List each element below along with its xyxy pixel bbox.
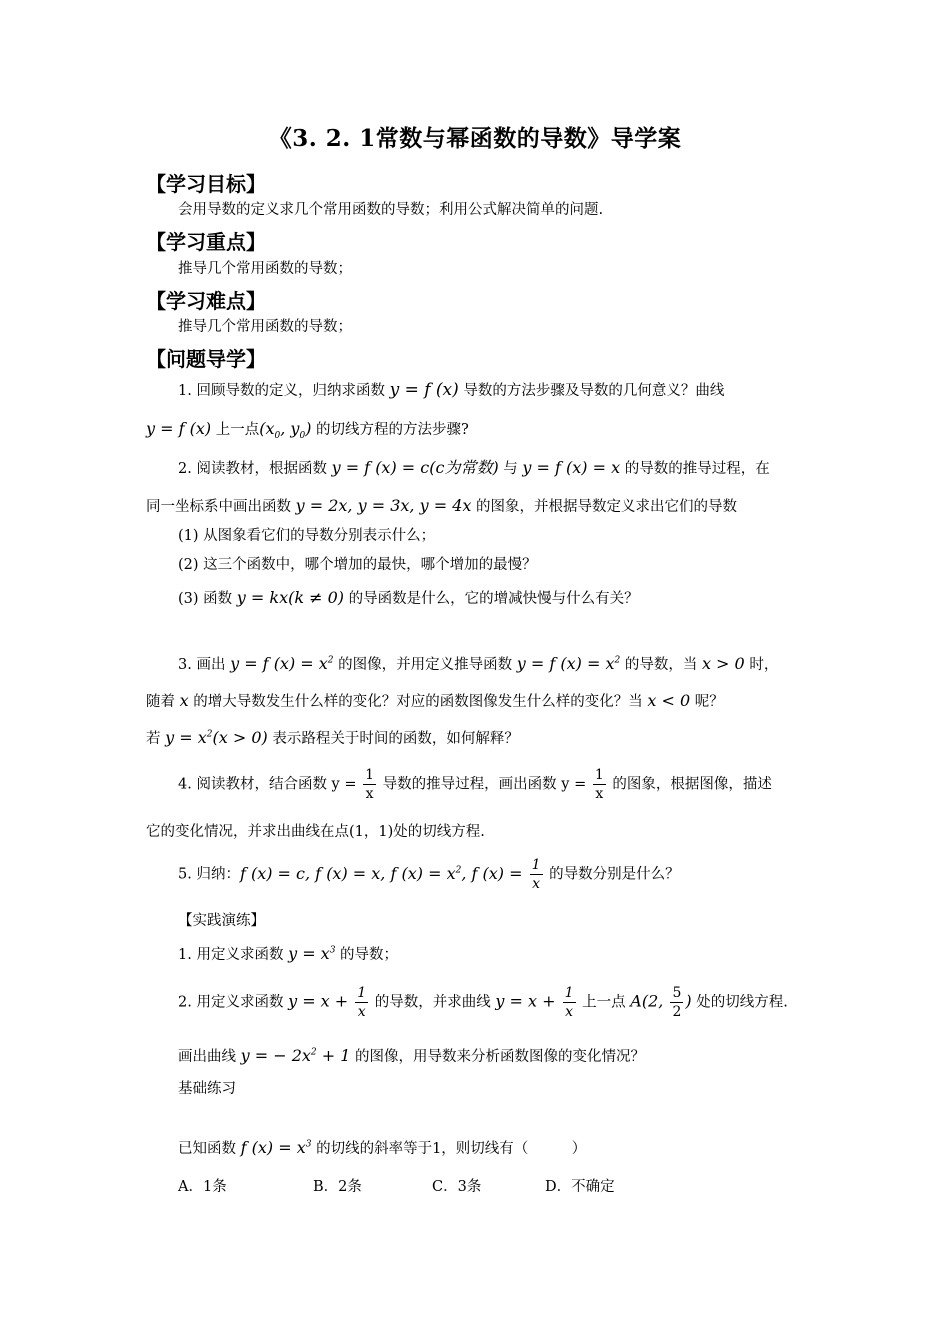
basic-practice-label: 基础练习: [178, 1081, 236, 1097]
q3-line2: 随着 x 的增大导数发生什么样的变化？对应的函数图像发生什么样的变化？当 x < 0 呢？: [146, 691, 724, 710]
practice-heading: 【实践演练】: [178, 913, 265, 929]
page-title: 《3. 2. 1常数与幂函数的导数》导学案: [268, 125, 682, 152]
fraction: $\frac{1}{x}$: [594, 767, 604, 802]
key-text: 推导几个常用函数的导数；: [178, 261, 352, 277]
practice-item-2: 2. 用定义求函数 y = x + $\frac{1}{x}$ 的导数，并求曲线 y = x + $\frac{1}{x}$ 上一点 A(2, $\frac{5}{2}$ ) 处的切线方程.: [178, 985, 788, 1020]
fraction: $\frac{1}{x}$: [357, 985, 367, 1020]
option-c: C．3条: [432, 1179, 482, 1195]
q1-line1: 1. 回顾导数的定义，归纳求函数 y = f (x) 导数的方法步骤及导数的几何意义？曲线: [178, 380, 725, 400]
goal-text: 会用导数的定义求几个常用函数的导数；利用公式解决简单的问题.: [178, 202, 604, 218]
fraction: $\frac{1}{x}$: [531, 857, 541, 892]
fraction: $\frac{1}{x}$: [564, 985, 574, 1020]
q5-line: 5. 归纳：f (x) = c, f (x) = x, f $(x) = x^2$, f (x) = $\frac{1}{x}$ 的导数分别是什么？: [178, 857, 680, 892]
option-b: B．2条: [313, 1179, 362, 1195]
q2-sub2: (2) 这三个函数中，哪个增加的最快，哪个增加的最慢？: [178, 557, 537, 573]
q4-line2: 它的变化情况，并求出曲线在点(1，1)处的切线方程.: [146, 824, 485, 840]
q2-line1: 2. 阅读教材，根据函数 y = f (x) = c(c为常数) 与 y = f (x) = x 的导数的推导过程，在: [178, 458, 770, 477]
difficult-heading: 【学习难点】: [146, 289, 266, 313]
option-a: A．1条: [178, 1179, 227, 1195]
difficult-text: 推导几个常用函数的导数；: [178, 319, 352, 335]
q2-line2: 同一坐标系中画出函数 y = 2x, y = 3x, y = 4x 的图象，并根据导数定义求出它们的导数: [146, 496, 738, 515]
q1-line2: y = f (x) 上一点($x_0$, $y_0$) 的切线方程的方法步骤?: [146, 419, 469, 442]
fraction: $\frac{5}{2}$: [672, 985, 682, 1020]
q4-line1: 4. 阅读教材，结合函数 y = $\frac{1}{x}$ 导数的推导过程，画出函数 y = $\frac{1}{x}$ 的图象，根据图像，描述: [178, 767, 772, 802]
goal-heading: 【学习目标】: [146, 172, 266, 196]
fraction: $\frac{1}{x}$: [365, 767, 375, 802]
mc-question: 已知函数 f $(x) = x^3$ 的切线的斜率等于1，则切线有（ ）: [178, 1138, 587, 1157]
q2-sub3: (3) 函数 y = kx(k ≠ 0) 的导函数是什么，它的增减快慢与什么有关？: [178, 588, 639, 607]
practice-item-3: 画出曲线 y = − $2x^2 + 1$ 的图像，用导数来分析函数图像的变化情况？: [178, 1046, 646, 1065]
q3-line1: 3. 画出 y = f $(x) = x^2$ 的图像，并用定义推导函数 y = f $(x) = x^2$ 的导数，当 x > 0 时，: [178, 654, 779, 673]
option-d: D．不确定: [545, 1179, 615, 1195]
key-heading: 【学习重点】: [146, 230, 266, 254]
q3-line3: 若 $y = x^2(x > 0)$ 表示路程关于时间的函数，如何解释？: [146, 728, 519, 747]
guide-heading: 【问题导学】: [146, 347, 266, 371]
q2-sub1: (1) 从图象看它们的导数分别表示什么；: [178, 528, 436, 544]
practice-item-1: 1. 用定义求函数 $y = x^3$ 的导数；: [178, 944, 399, 963]
